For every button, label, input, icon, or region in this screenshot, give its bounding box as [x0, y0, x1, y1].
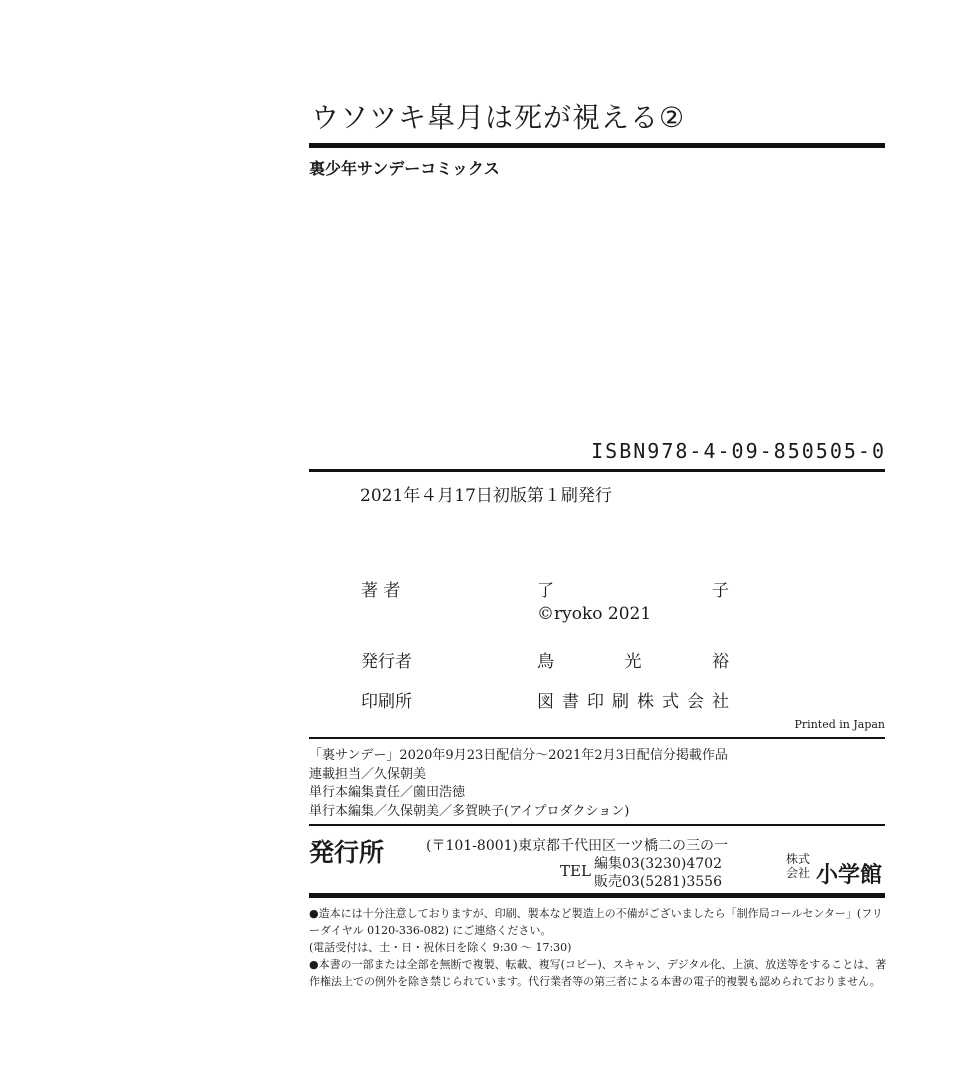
- printer-name-char: 株: [637, 692, 654, 712]
- publisher-person-name-char: 鳥: [537, 652, 554, 672]
- staff-line: 単行本編集責任／薗田浩徳: [309, 785, 466, 800]
- staff-line: 「裏サンデー」2020年9月23日配信分〜2021年2月3日配信分掲載作品: [309, 748, 728, 763]
- notice-paragraph: (電話受付は、土・日・祝休日を除く 9:30 〜 17:30): [309, 941, 572, 954]
- printed-in-japan: Printed in Japan: [794, 718, 885, 731]
- legal-notices: [309, 905, 889, 990]
- publisher-person-label: 発行者: [361, 652, 412, 672]
- printer-name-char: 印: [587, 692, 604, 712]
- copyright-notice: ©ryoko 2021: [537, 604, 652, 624]
- company-type: 株式会社: [786, 852, 811, 880]
- notice-paragraph: ●造本には十分注意しておりますが、印刷、製本など製造上の不備がございましたら「制作局コールセンター」(フリーダイヤル 0120-336-082) にご連絡ください。: [309, 907, 883, 937]
- printer-name-char: 書: [562, 692, 579, 712]
- series-name: 裏少年サンデーコミックス: [309, 159, 500, 178]
- isbn: ISBN978-4-09-850505-0: [591, 439, 886, 463]
- title-divider: [309, 143, 885, 148]
- printer-name-char: 社: [712, 692, 729, 712]
- book-title: ウソツキ皐月は死が視える②: [311, 101, 686, 134]
- publisher-label: 発行所: [309, 838, 385, 867]
- edition-date: 2021年４月17日初版第１刷発行: [360, 486, 612, 506]
- staff-line: 単行本編集／久保朝美／多賀映子(アイプロダクション): [309, 804, 630, 819]
- tel-label: TEL: [560, 862, 591, 880]
- company-name: 小学館: [816, 863, 883, 888]
- publisher-person-name: [537, 647, 729, 672]
- staff-line: 連載担当／久保朝美: [309, 767, 427, 782]
- publisher-divider: [309, 893, 885, 898]
- notice-paragraph: ●本書の一部または全部を無断で複製、転載、複写(コピー)、スキャン、デジタル化、上演、放送等をすることは、著作権法上での例外を除き禁じられています。代行業者等の第三者による本書の電子的複製も認められておりません。: [309, 958, 887, 988]
- printer-name: [537, 687, 729, 712]
- credits-divider: [309, 737, 885, 739]
- printer-label: 印刷所: [361, 692, 412, 712]
- author-name: [537, 576, 729, 601]
- author-name-char: 了: [537, 581, 554, 601]
- tel-sales: 販売03(5281)3556: [594, 874, 722, 890]
- printer-name-char: 図: [537, 692, 554, 712]
- printer-name-char: 刷: [612, 692, 629, 712]
- printer-name-char: 式: [662, 692, 679, 712]
- publisher-person-name-char: 裕: [712, 652, 729, 672]
- isbn-divider: [309, 469, 885, 472]
- author-label: 著 者: [361, 581, 401, 601]
- author-name-char: 子: [712, 581, 729, 601]
- tel-editorial: 編集03(3230)4702: [594, 856, 722, 872]
- staff-divider: [309, 824, 885, 826]
- printer-name-char: 会: [687, 692, 704, 712]
- publisher-address: (〒101-8001)東京都千代田区一ツ橋二の三の一: [426, 838, 729, 854]
- publisher-person-name-char: 光: [624, 652, 642, 672]
